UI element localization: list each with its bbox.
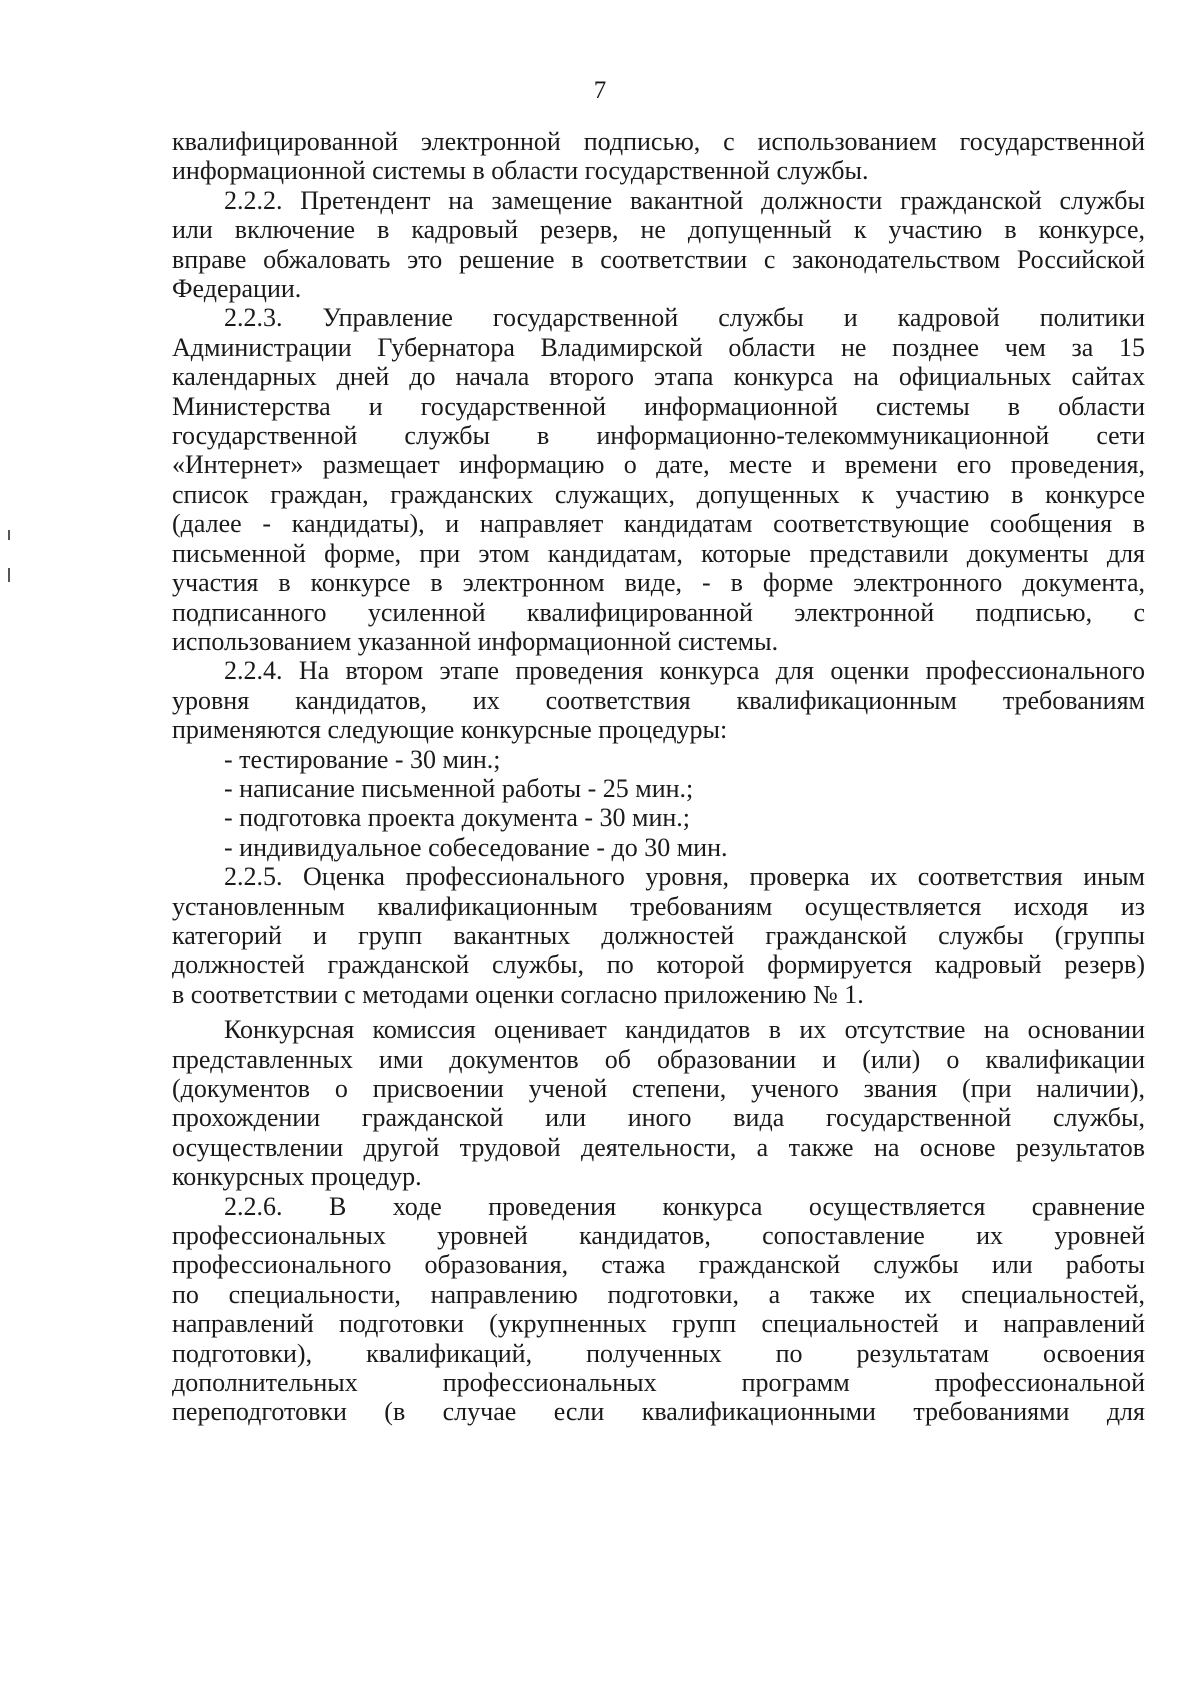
text-line: Министерства и государственной информационной системы в области (172, 391, 1145, 421)
text-line: (далее - кандидаты), и направляет кандидатам соответствующие сообщения в (172, 509, 1145, 539)
text-line: календарных дней до начала второго этапа конкурса на официальных сайтах (172, 362, 1145, 392)
text-line: 2.2.2. Претендент на замещение вакантной должности гражданской службы (224, 185, 1145, 215)
text-line: Администрации Губернатора Владимирской области не позднее чем за 15 (172, 332, 1145, 362)
list-item: - подготовка проекта документа - 30 мин.; (224, 803, 691, 833)
paragraph-2-2-4 (172, 656, 1145, 744)
text-line: «Интернет» размещает информацию о дате, месте и времени его проведения, (172, 450, 1145, 480)
list-item: - тестирование - 30 мин.; (224, 744, 501, 774)
text-line: конкурсных процедур. (172, 1162, 422, 1192)
text-line: письменной форме, при этом кандидатам, которые представили документы для (172, 538, 1145, 568)
text-line: Федерации. (172, 274, 302, 304)
text-line: информационной системы в области государственной службы. (172, 156, 869, 186)
text-line: квалифицированной электронной подписью, с использованием государственной (172, 127, 1145, 156)
text-line: осуществлении другой трудовой деятельности, а также на основе результатов (172, 1132, 1145, 1162)
procedures-list (172, 745, 1145, 863)
paragraph-2-2-2 (172, 186, 1145, 304)
text-line: переподготовки (в случае если квалификационными требованиями для (172, 1397, 1145, 1427)
text-line: государственной службы в информационно-телекоммуникационной сети (172, 421, 1145, 451)
text-line: профессионального образования, стажа гражданской службы или работы (172, 1250, 1145, 1280)
text-line: Конкурсная комиссия оценивает кандидатов в их отсутствие на основании (224, 1015, 1145, 1045)
page-number: 7 (593, 77, 607, 104)
text-line: по специальности, направлению подготовки, а также их специальностей, (172, 1279, 1145, 1309)
text-line: дополнительных профессиональных программ профессиональной (172, 1368, 1145, 1398)
list-item: - написание письменной работы - 25 мин.; (224, 773, 694, 803)
paragraph-commission (172, 1015, 1145, 1191)
text-line: подписанного усиленной квалифицированной электронной подписью, с (172, 597, 1145, 627)
text-line: подготовки), квалификаций, полученных по результатам освоения (172, 1338, 1145, 1368)
document-body (172, 127, 1145, 1427)
text-line: установленным квалификационным требованиям осуществляется исходя из (172, 891, 1145, 921)
paragraph-continuation (172, 127, 1145, 186)
text-line: категорий и групп вакантных должностей гражданской службы (группы (172, 920, 1145, 950)
scan-edge-mark (8, 568, 10, 582)
paragraph-2-2-6 (172, 1192, 1145, 1427)
text-line: использованием указанной информационной системы. (172, 626, 779, 656)
text-line: вправе обжаловать это решение в соответствии с законодательством Российской (172, 244, 1145, 274)
paragraph-2-2-3 (172, 303, 1145, 656)
text-line: уровня кандидатов, их соответствия квалификационным требованиям (172, 685, 1145, 715)
paragraph-2-2-5 (172, 862, 1145, 1009)
text-line: 2.2.4. На втором этапе проведения конкурса для оценки профессионального (224, 656, 1145, 686)
text-line: направлений подготовки (укрупненных групп специальностей и направлений (172, 1309, 1145, 1339)
list-item: - индивидуальное собеседование - до 30 мин. (224, 832, 728, 862)
text-line: список граждан, гражданских служащих, допущенных к участию в конкурсе (172, 479, 1145, 509)
text-line: (документов о присвоении ученой степени, ученого звания (при наличии), (172, 1074, 1145, 1103)
text-line: в соответствии с методами оценки согласно приложению № 1. (172, 979, 864, 1009)
scan-edge-mark (8, 530, 10, 540)
text-line: прохождении гражданской или иного вида государственной службы, (172, 1103, 1145, 1133)
text-line: 2.2.6. В ходе проведения конкурса осуществляется сравнение (224, 1191, 1145, 1221)
text-line: или включение в кадровый резерв, не допущенный к участию в конкурсе, (172, 215, 1145, 245)
text-line: профессиональных уровней кандидатов, сопоставление их уровней (172, 1221, 1145, 1251)
text-line: должностей гражданской службы, по которой формируется кадровый резерв) (172, 950, 1145, 980)
text-line: представленных ими документов об образовании и (или) о квалификации (172, 1044, 1145, 1074)
text-line: 2.2.5. Оценка профессионального уровня, проверка их соответствия иным (224, 862, 1145, 892)
text-line: применяются следующие конкурсные процедуры: (172, 715, 728, 745)
text-line: участия в конкурсе в электронном виде, - в форме электронного документа, (172, 568, 1145, 598)
text-line: 2.2.3. Управление государственной службы и кадровой политики (224, 303, 1145, 333)
